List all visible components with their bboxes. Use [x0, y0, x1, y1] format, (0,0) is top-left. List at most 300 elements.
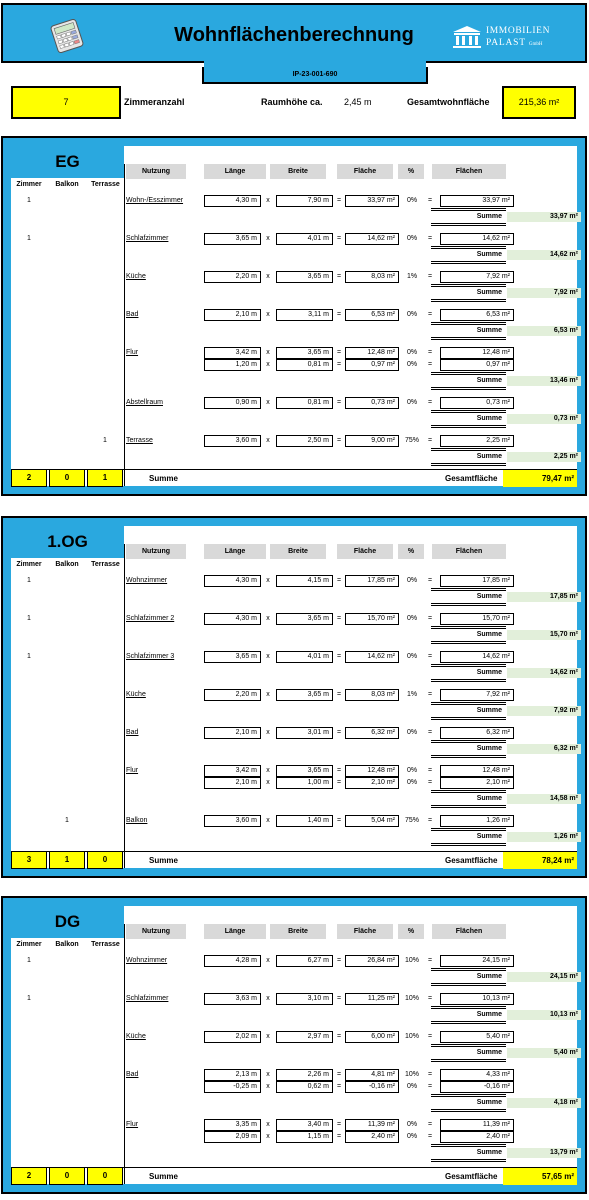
equals-sign: = — [427, 995, 433, 1002]
floor-label: EG — [11, 146, 124, 178]
times-sign: x — [266, 197, 270, 204]
sum-double-line — [431, 1159, 506, 1162]
footer-total-value: 57,65 m² — [503, 1168, 577, 1185]
sum-double-line — [431, 1006, 506, 1009]
column-header-nutzung: Nutzung — [126, 544, 186, 559]
times-sign: x — [266, 691, 270, 698]
times-sign: x — [266, 235, 270, 242]
room-count-t — [87, 765, 123, 777]
area-value: 6,53 m² — [345, 309, 399, 321]
sum-double-line — [431, 387, 506, 390]
room-count-z — [11, 1119, 47, 1131]
sum-double-line — [431, 208, 506, 211]
equals-sign: = — [336, 957, 342, 964]
equals-sign: = — [427, 1071, 433, 1078]
room-count-b — [49, 613, 85, 625]
company-logo — [451, 23, 563, 51]
room-count-b — [49, 727, 85, 739]
net-area-value: 1,26 m² — [440, 815, 514, 827]
sum-double-line — [431, 828, 506, 831]
equals-sign: = — [427, 1133, 433, 1140]
sum-double-line — [431, 246, 506, 249]
equals-sign: = — [427, 349, 433, 356]
net-area-value: 0,73 m² — [440, 397, 514, 409]
column-header-balkon: Balkon — [49, 558, 85, 571]
column-header-pct: % — [398, 164, 424, 179]
floor-footer — [11, 1167, 577, 1184]
room-count-t — [87, 309, 123, 321]
room-count-t — [87, 347, 123, 359]
room-sum-value: 10,13 m² — [507, 1010, 581, 1020]
room-sum-label: Summe — [476, 1149, 502, 1156]
width-input[interactable]: 0,81 m — [276, 397, 333, 409]
room-name: Flur — [126, 349, 139, 356]
area-value: 8,03 m² — [345, 271, 399, 283]
sum-double-line — [431, 1094, 506, 1097]
equals-sign: = — [336, 273, 342, 280]
area-value: 12,48 m² — [345, 347, 399, 359]
column-header-breite: Breite — [270, 924, 326, 939]
footer-count-t: 0 — [87, 852, 123, 869]
width-input[interactable]: 3,65 m — [276, 347, 333, 359]
column-header-balkon: Balkon — [49, 938, 85, 951]
times-sign: x — [266, 399, 270, 406]
room-count-z: 1 — [27, 957, 31, 964]
room-count-z: 1 — [27, 615, 31, 622]
reduction-percent: 10% — [404, 957, 419, 964]
net-area-value: 5,40 m² — [440, 1031, 514, 1043]
times-sign: x — [266, 615, 270, 622]
room-height-label: Raumhöhe ca. — [261, 97, 323, 107]
equals-sign: = — [336, 995, 342, 1002]
length-input[interactable]: 3,60 m — [204, 815, 261, 827]
width-input[interactable]: 3,65 m — [276, 689, 333, 701]
column-header-breite: Breite — [270, 544, 326, 559]
room-name: Schlafzimmer — [126, 235, 169, 242]
room-count-z — [11, 765, 47, 777]
room-count-z — [11, 347, 47, 359]
sum-double-line — [431, 968, 506, 971]
room-sum-value: 1,26 m² — [507, 832, 581, 842]
column-header-laenge: Länge — [204, 164, 266, 179]
net-area-value: 2,25 m² — [440, 435, 514, 447]
width-input[interactable]: 1,40 m — [276, 815, 333, 827]
length-input[interactable]: 2,10 m — [204, 309, 261, 321]
room-sum-label: Summe — [476, 289, 502, 296]
room-count-b — [49, 765, 85, 777]
equals-sign: = — [427, 653, 433, 660]
sum-double-line — [431, 322, 506, 325]
footer-count-z: 2 — [11, 470, 47, 487]
reduction-percent: 0% — [406, 311, 418, 318]
reduction-percent: 10% — [404, 1071, 419, 1078]
equals-sign: = — [427, 691, 433, 698]
area-value: 33,97 m² — [345, 195, 399, 207]
times-sign: x — [266, 995, 270, 1002]
room-count-t — [87, 397, 123, 409]
sum-double-line — [431, 425, 506, 428]
room-count-z — [11, 397, 47, 409]
footer-total-value: 78,24 m² — [503, 852, 577, 869]
equals-sign: = — [336, 1071, 342, 1078]
times-sign: x — [266, 349, 270, 356]
room-count-z — [11, 435, 47, 447]
footer-total-label: Gesamtfläche — [445, 474, 498, 483]
equals-sign: = — [427, 577, 433, 584]
width-input[interactable]: 0,81 m — [276, 359, 333, 371]
width-input[interactable]: 4,15 m — [276, 575, 333, 587]
room-count-z: 1 — [27, 995, 31, 1002]
length-input[interactable]: 1,20 m — [204, 359, 261, 371]
reduction-percent: 0% — [406, 1133, 418, 1140]
room-sum-label: Summe — [476, 973, 502, 980]
column-header-laenge: Länge — [204, 924, 266, 939]
footer-count-t: 0 — [87, 1168, 123, 1185]
room-name: Balkon — [126, 817, 148, 824]
area-value: 11,25 m² — [345, 993, 399, 1005]
sum-double-line — [431, 755, 506, 758]
net-area-value: 15,70 m² — [440, 613, 514, 625]
floor-section — [1, 896, 587, 1194]
room-sum-value: 14,62 m² — [507, 668, 581, 678]
times-sign: x — [266, 767, 270, 774]
width-input[interactable]: 7,90 m — [276, 195, 333, 207]
title-banner — [1, 3, 587, 63]
reduction-percent: 0% — [406, 767, 418, 774]
reduction-percent: 1% — [406, 691, 418, 698]
equals-sign: = — [427, 957, 433, 964]
room-count-b — [49, 1031, 85, 1043]
net-area-value: 14,62 m² — [440, 651, 514, 663]
room-name: Küche — [126, 273, 146, 280]
equals-sign: = — [336, 767, 342, 774]
room-sum-value: 4,18 m² — [507, 1098, 581, 1108]
room-count-b — [49, 1069, 85, 1081]
room-sum-label: Summe — [476, 707, 502, 714]
equals-sign: = — [427, 615, 433, 622]
net-area-value: 11,39 m² — [440, 1119, 514, 1131]
room-sum-value: 2,25 m² — [507, 452, 581, 462]
room-sum-value: 6,53 m² — [507, 326, 581, 336]
reduction-percent: 10% — [404, 1033, 419, 1040]
footer-sum-label: Summe — [149, 856, 178, 865]
room-count-b — [49, 233, 85, 245]
reduction-percent: 0% — [406, 361, 418, 368]
length-input[interactable]: 3,42 m — [204, 347, 261, 359]
room-count-b — [49, 993, 85, 1005]
sum-double-line — [431, 717, 506, 720]
equals-sign: = — [336, 779, 342, 786]
width-input[interactable]: 6,27 m — [276, 955, 333, 967]
length-input[interactable]: 4,30 m — [204, 613, 261, 625]
reduction-percent: 0% — [406, 1083, 418, 1090]
room-name: Flur — [126, 767, 139, 774]
equals-sign: = — [427, 197, 433, 204]
net-area-value: -0,16 m² — [440, 1081, 514, 1093]
room-count-b — [49, 955, 85, 967]
length-input[interactable]: 2,02 m — [204, 1031, 261, 1043]
sum-double-line — [431, 1059, 506, 1062]
width-input[interactable]: 1,15 m — [276, 1131, 333, 1143]
width-input[interactable]: 2,26 m — [276, 1069, 333, 1081]
sum-double-line — [431, 1109, 506, 1112]
equals-sign: = — [427, 1083, 433, 1090]
room-sum-value: 14,58 m² — [507, 794, 581, 804]
room-sum-label: Summe — [476, 1099, 502, 1106]
room-name: Wohnzimmer — [126, 957, 168, 964]
logo-name: PALAST — [486, 38, 526, 48]
width-input[interactable]: 3,40 m — [276, 1119, 333, 1131]
equals-sign: = — [427, 273, 433, 280]
net-area-value: 6,53 m² — [440, 309, 514, 321]
length-input[interactable]: 2,20 m — [204, 271, 261, 283]
room-count-t — [87, 993, 123, 1005]
room-name: Terrasse — [126, 437, 153, 444]
equals-sign: = — [336, 1121, 342, 1128]
width-input[interactable]: 2,50 m — [276, 435, 333, 447]
length-input[interactable]: 3,35 m — [204, 1119, 261, 1131]
width-input[interactable]: 3,65 m — [276, 613, 333, 625]
width-input[interactable]: 3,10 m — [276, 993, 333, 1005]
area-value: 15,70 m² — [345, 613, 399, 625]
length-input[interactable]: 3,65 m — [204, 651, 261, 663]
room-count-b — [49, 397, 85, 409]
room-count-t — [87, 271, 123, 283]
width-input[interactable]: 4,01 m — [276, 233, 333, 245]
times-sign: x — [266, 577, 270, 584]
length-input[interactable]: 2,10 m — [204, 777, 261, 789]
room-count-b — [49, 575, 85, 587]
room-count-b — [49, 435, 85, 447]
reduction-percent: 1% — [406, 273, 418, 280]
room-sum-label: Summe — [476, 593, 502, 600]
length-input[interactable]: 2,13 m — [204, 1069, 261, 1081]
equals-sign: = — [336, 653, 342, 660]
footer-count-t: 1 — [87, 470, 123, 487]
floor-label: 1.OG — [11, 526, 124, 558]
floor-label: DG — [11, 906, 124, 938]
room-count-t — [87, 815, 123, 827]
times-sign: x — [266, 957, 270, 964]
length-input[interactable]: 2,20 m — [204, 689, 261, 701]
equals-sign: = — [336, 577, 342, 584]
net-area-value: 14,62 m² — [440, 233, 514, 245]
column-header-terrasse: Terrasse — [87, 558, 124, 571]
footer-count-z: 3 — [11, 852, 47, 869]
total-area-label: Gesamtwohnfläche — [407, 97, 490, 107]
times-sign: x — [266, 1033, 270, 1040]
room-count-b — [49, 309, 85, 321]
width-input[interactable]: 0,62 m — [276, 1081, 333, 1093]
logo-text-line1: IMMOBILIEN — [486, 26, 551, 36]
width-input[interactable]: 2,97 m — [276, 1031, 333, 1043]
length-input[interactable]: 2,10 m — [204, 727, 261, 739]
sum-double-line — [431, 603, 506, 606]
floor-section-body — [11, 906, 577, 1184]
net-area-value: 17,85 m² — [440, 575, 514, 587]
equals-sign: = — [336, 729, 342, 736]
room-count-t — [87, 575, 123, 587]
equals-sign: = — [427, 817, 433, 824]
area-value: 5,04 m² — [345, 815, 399, 827]
times-sign: x — [266, 437, 270, 444]
column-header-laenge: Länge — [204, 544, 266, 559]
net-area-value: 10,13 m² — [440, 993, 514, 1005]
times-sign: x — [266, 729, 270, 736]
sum-double-line — [431, 790, 506, 793]
length-input[interactable]: 3,63 m — [204, 993, 261, 1005]
room-count-z — [11, 727, 47, 739]
reduction-percent: 0% — [406, 779, 418, 786]
room-name: Küche — [126, 1033, 146, 1040]
net-area-value: 12,48 m² — [440, 347, 514, 359]
column-header-zimmer: Zimmer — [11, 178, 47, 191]
equals-sign: = — [427, 311, 433, 318]
length-input[interactable]: 4,28 m — [204, 955, 261, 967]
length-input[interactable]: 4,30 m — [204, 575, 261, 587]
column-header-zimmer: Zimmer — [11, 938, 47, 951]
room-name: Schlafzimmer 3 — [126, 653, 175, 660]
area-value: -0,16 m² — [345, 1081, 399, 1093]
times-sign: x — [266, 779, 270, 786]
length-input[interactable]: 3,65 m — [204, 233, 261, 245]
width-input[interactable]: 3,65 m — [276, 765, 333, 777]
room-count-b — [49, 689, 85, 701]
room-sum-label: Summe — [476, 327, 502, 334]
equals-sign: = — [336, 361, 342, 368]
room-name: Schlafzimmer 2 — [126, 615, 175, 622]
logo-text-line2 — [486, 38, 542, 48]
equals-sign: = — [336, 615, 342, 622]
reduction-percent: 0% — [406, 197, 418, 204]
column-header-flaechen: Flächen — [432, 924, 506, 939]
sum-double-line — [431, 410, 506, 413]
room-name: Wohn-/Esszimmer — [126, 197, 184, 204]
equals-sign: = — [336, 197, 342, 204]
net-area-value: 4,33 m² — [440, 1069, 514, 1081]
sum-double-line — [431, 299, 506, 302]
equals-sign: = — [427, 779, 433, 786]
footer-count-b: 1 — [49, 852, 85, 869]
sum-double-line — [431, 740, 506, 743]
times-sign: x — [266, 273, 270, 280]
room-count-t — [87, 727, 123, 739]
room-name: Bad — [126, 311, 139, 318]
room-name: Küche — [126, 691, 146, 698]
column-header-breite: Breite — [270, 164, 326, 179]
footer-total-label: Gesamtfläche — [445, 1172, 498, 1181]
area-value: 8,03 m² — [345, 689, 399, 701]
width-input[interactable]: 1,00 m — [276, 777, 333, 789]
sum-double-line — [431, 1144, 506, 1147]
reduction-percent: 75% — [404, 437, 419, 444]
room-count-t — [87, 1031, 123, 1043]
times-sign: x — [266, 1083, 270, 1090]
room-sum-label: Summe — [476, 1049, 502, 1056]
room-count-t — [87, 689, 123, 701]
width-input[interactable]: 3,65 m — [276, 271, 333, 283]
area-value: 26,84 m² — [345, 955, 399, 967]
equals-sign: = — [336, 691, 342, 698]
room-sum-value: 13,46 m² — [507, 376, 581, 386]
footer-count-b: 0 — [49, 1168, 85, 1185]
net-area-value: 7,92 m² — [440, 271, 514, 283]
footer-count-b: 0 — [49, 470, 85, 487]
room-sum-label: Summe — [476, 631, 502, 638]
equals-sign: = — [336, 437, 342, 444]
equals-sign: = — [427, 1033, 433, 1040]
reduction-percent: 0% — [406, 399, 418, 406]
total-area-box: 215,36 m² — [502, 86, 576, 119]
net-area-value: 2,10 m² — [440, 777, 514, 789]
room-count-t — [87, 651, 123, 663]
width-input[interactable]: 3,01 m — [276, 727, 333, 739]
room-sum-value: 13,79 m² — [507, 1148, 581, 1158]
column-header-terrasse: Terrasse — [87, 178, 124, 191]
times-sign: x — [266, 1071, 270, 1078]
room-count-b — [49, 1119, 85, 1131]
room-sum-label: Summe — [476, 453, 502, 460]
room-name: Abstellraum — [126, 399, 163, 406]
page-title: Wohnflächenberechnung — [174, 24, 414, 46]
room-count-b — [49, 271, 85, 283]
width-input[interactable]: 4,01 m — [276, 651, 333, 663]
width-input[interactable]: 3,11 m — [276, 309, 333, 321]
room-count-t — [87, 233, 123, 245]
footer-total-value: 79,47 m² — [503, 470, 577, 487]
area-value: 14,62 m² — [345, 233, 399, 245]
length-input[interactable]: 4,30 m — [204, 195, 261, 207]
floor-section-body — [11, 526, 577, 868]
room-sum-label: Summe — [476, 415, 502, 422]
net-area-value: 0,97 m² — [440, 359, 514, 371]
reduction-percent: 0% — [406, 577, 418, 584]
reduction-percent: 0% — [406, 349, 418, 356]
sum-double-line — [431, 664, 506, 667]
room-sum-label: Summe — [476, 669, 502, 676]
room-count-t — [87, 195, 123, 207]
equals-sign: = — [427, 235, 433, 242]
equals-sign: = — [336, 235, 342, 242]
sum-double-line — [431, 626, 506, 629]
length-input[interactable]: -0,25 m — [204, 1081, 261, 1093]
sum-double-line — [431, 843, 506, 846]
room-name: Wohnzimmer — [126, 577, 168, 584]
room-sum-value: 0,73 m² — [507, 414, 581, 424]
sum-double-line — [431, 337, 506, 340]
area-value: 17,85 m² — [345, 575, 399, 587]
area-value: 0,73 m² — [345, 397, 399, 409]
room-sum-label: Summe — [476, 213, 502, 220]
reduction-percent: 0% — [406, 1121, 418, 1128]
reduction-percent: 75% — [404, 817, 419, 824]
length-input[interactable]: 3,60 m — [204, 435, 261, 447]
room-count-z: 1 — [27, 577, 31, 584]
room-count-z: 1 — [27, 235, 31, 242]
room-count-z — [11, 271, 47, 283]
room-sum-value: 33,97 m² — [507, 212, 581, 222]
length-input[interactable]: 3,42 m — [204, 765, 261, 777]
times-sign: x — [266, 361, 270, 368]
floor-section — [1, 516, 587, 878]
sum-double-line — [431, 805, 506, 808]
equals-sign: = — [336, 1083, 342, 1090]
rooms-count-box[interactable]: 7 — [11, 86, 121, 119]
times-sign: x — [266, 1121, 270, 1128]
column-divider — [124, 544, 125, 868]
length-input[interactable]: 2,09 m — [204, 1131, 261, 1143]
length-input[interactable]: 0,90 m — [204, 397, 261, 409]
